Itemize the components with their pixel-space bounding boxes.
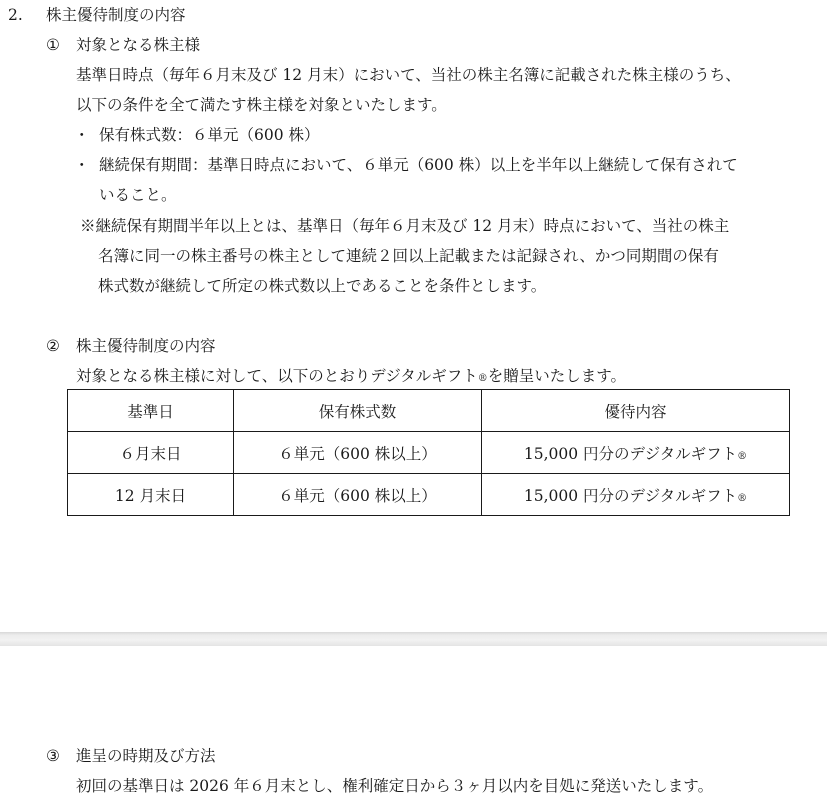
section-title: 株主優待制度の内容 bbox=[46, 6, 186, 24]
cell-shares-held: ６単元（600 株以上） bbox=[234, 474, 482, 516]
benefit-text: 15,000 円分のデジタルギフト bbox=[523, 444, 738, 463]
bullet-holding-period: 継続保有期間：基準日時点において、６単元（600 株）以上を半年以上継続して保有されて bbox=[99, 156, 738, 174]
cell-record-date: ６月末日 bbox=[68, 432, 234, 474]
item1-intro-line2: 以下の条件を全て満たす株主様を対象といたします。 bbox=[76, 96, 447, 114]
bullet-marker: ・ bbox=[74, 156, 90, 174]
header-benefit: 優待内容 bbox=[482, 390, 790, 432]
cell-shares-held: ６単元（600 株以上） bbox=[234, 432, 482, 474]
item3-text: 初回の基準日は 2026 年６月末とし、権利確定日から３ヶ月以内を目処に発送いたします。 bbox=[76, 777, 714, 795]
bullet-share-count: 保有株式数：６単元（600 株） bbox=[99, 126, 320, 144]
bullet-marker: ・ bbox=[74, 126, 90, 144]
table-header-row bbox=[68, 390, 790, 432]
document-page-2 bbox=[0, 646, 827, 811]
note-line3: 株式数が継続して所定の株式数以上であることを条件とします。 bbox=[98, 277, 547, 295]
note-line2: 名簿に同一の株主番号の株主として連続２回以上記載または記録され、かつ同期間の保有 bbox=[98, 247, 719, 265]
benefit-text: 15,000 円分のデジタルギフト bbox=[523, 486, 738, 505]
bullet-holding-period-cont: いること。 bbox=[99, 186, 177, 204]
registered-mark: ® bbox=[737, 450, 748, 462]
item1-marker: ① bbox=[46, 36, 60, 54]
item1-intro-line1: 基準日時点（毎年６月末及び 12 月末）において、当社の株主名簿に記載された株主様のうち、 bbox=[76, 66, 741, 84]
header-shares-held: 保有株式数 bbox=[234, 390, 482, 432]
item2-intro-end: を贈呈いたします。 bbox=[487, 367, 627, 385]
item2-intro-text: 対象となる株主様に対して、以下のとおりデジタルギフト bbox=[76, 367, 478, 385]
item3-marker: ③ bbox=[46, 747, 60, 765]
item2-title: 株主優待制度の内容 bbox=[76, 337, 216, 355]
registered-mark: ® bbox=[477, 373, 488, 384]
header-record-date: 基準日 bbox=[68, 390, 234, 432]
benefit-table bbox=[67, 389, 790, 516]
cell-benefit bbox=[482, 432, 790, 474]
page-separator bbox=[0, 632, 827, 646]
table-row bbox=[68, 432, 790, 474]
registered-mark: ® bbox=[737, 492, 748, 504]
section-number: 2. bbox=[8, 6, 23, 24]
item2-intro bbox=[76, 366, 626, 386]
item3-title: 進呈の時期及び方法 bbox=[76, 747, 216, 765]
note-line1: ※継続保有期間半年以上とは、基準日（毎年６月末及び 12 月末）時点において、当社の株主 bbox=[80, 217, 730, 235]
item2-marker: ② bbox=[46, 337, 60, 355]
table-row bbox=[68, 474, 790, 516]
item1-title: 対象となる株主様 bbox=[76, 36, 201, 54]
cell-record-date: 12 月末日 bbox=[68, 474, 234, 516]
cell-benefit bbox=[482, 474, 790, 516]
